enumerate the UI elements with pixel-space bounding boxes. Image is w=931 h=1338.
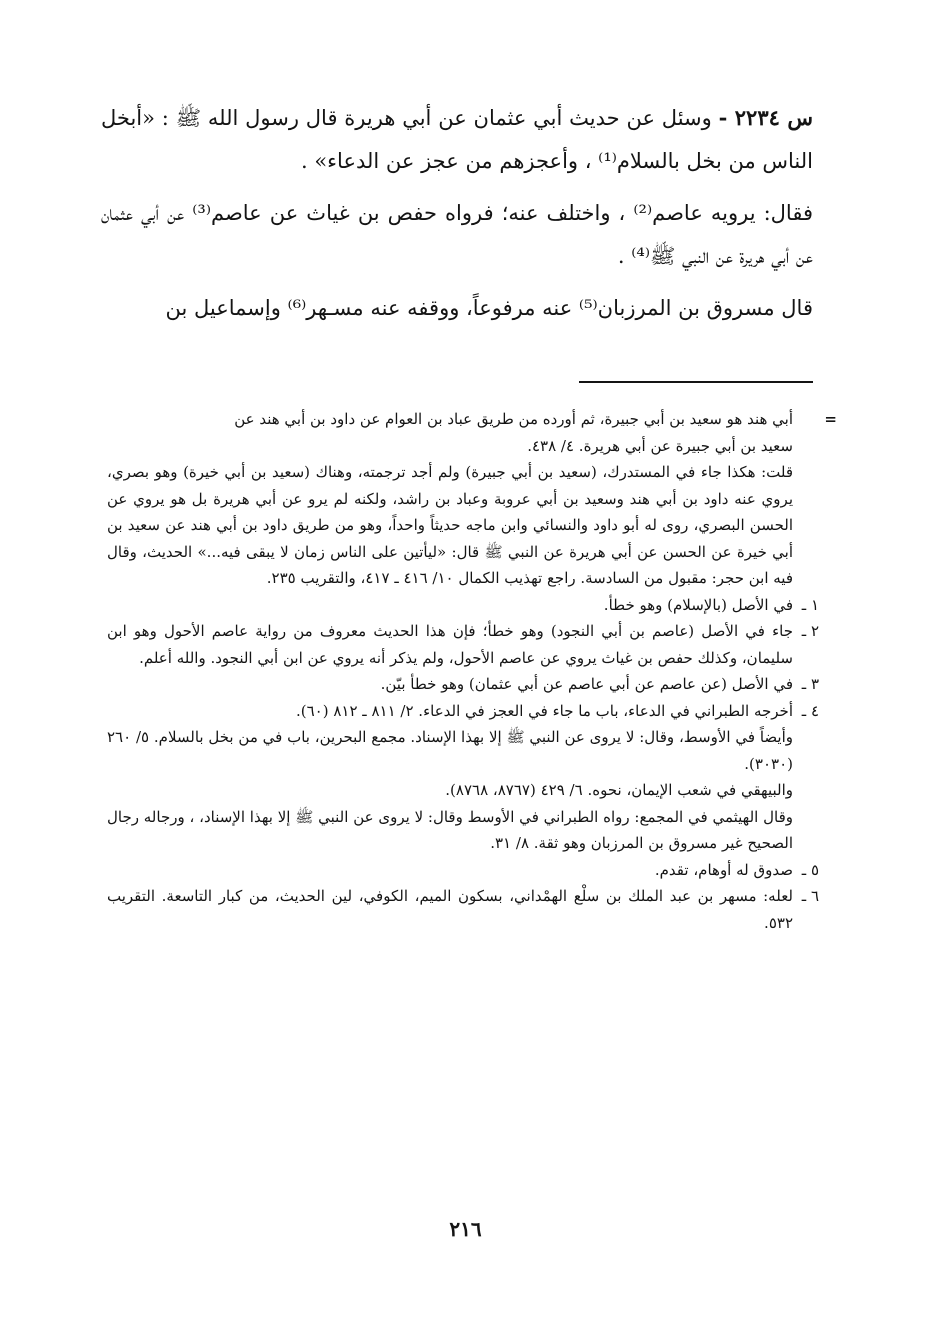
- footnote-number: ٤ ـ: [801, 701, 819, 720]
- question-text: وسئل عن حديث أبي عثمان عن أبي هريرة قال رسول الله ﷺ : «أبخل الناس من بخل بالسلام⁽¹⁾ ، وأعجزهم من عجز عن الدعاء» .: [101, 106, 813, 173]
- footnote-number: ٢ ـ: [801, 622, 819, 640]
- footnote-5: [107, 857, 819, 884]
- footnote-2: [107, 618, 819, 671]
- footnote-1: [107, 592, 819, 619]
- footnote-text: صدوق له أوهام، تقدم.: [654, 860, 793, 879]
- footnote-text: في الأصل (بالإسلام) وهو خطأ.: [603, 595, 793, 614]
- footnote-continuation-line: سعيد بن أبي جبيرة عن أبي هريرة. ٤/ ٤٣٨.: [527, 436, 793, 455]
- footnote-text: أخرجه الطبراني في الدعاء، باب ما جاء في العجز في الدعاء. ٢/ ٨١١ ـ ٨١٢ (٦٠).: [295, 701, 793, 720]
- footnote-continuation-paragraph: قلت: هكذا جاء في المستدرك، (سعيد بن أبي جبيرة) ولم أجد ترجمته، وهناك (سعيد بن أبي خيرة) وهو بصري، يروي عنه داود بن أبي هند وسعيد بن أبي عروبة وعباد بن راشد، ولكنه لم يرو عن أبي هريرة بل هو يروي عن الحسن البصري، روى له أبو داود والنسائي وابن ماجه حديثاً واحداً، وهو من طريق داود بن أبي هند عن سعيد بن أبي خيرة عن الحسن عن أبي هريرة عن النبي ﷺ قال: «ليأتين على الناس زمان لا يبقى فيه...» الحديث، وقال فيه ابن حجر: مقبول من السادسة. راجع تهذيب الكمال ١٠/ ٤١٦ ـ ٤١٧، والتقريب ٢٣٥.: [107, 463, 793, 587]
- footnote-text: والبيهقي في شعب الإيمان، نحوه. ٦/ ٤٢٩ (٨٧٦٧، ٨٧٦٨).: [445, 781, 793, 799]
- footnote-6: [107, 883, 819, 936]
- continuation-mark: =: [824, 410, 837, 428]
- footnote-text: في الأصل (عن عاصم عن أبي عاصم عن أبي عثمان) وهو خطأ بيّن.: [380, 675, 793, 693]
- footnote-text: وقال الهيثمي في المجمع: رواه الطبراني في الأوسط وقال: لا يروى عن النبي ﷺ إلا بهذا الإسناد، ، ورجاله رجال الصحيح غير مسروق بن المرزبان وهو ثقة. ٨/ ٣١.: [107, 807, 793, 852]
- footnote-4: [107, 698, 819, 857]
- question-paragraph: [101, 96, 813, 183]
- footnote-text: لعله: مسهر بن عبد الملك بن سلْع الهمْداني، بسكون الميم، الكوفي، لين الحديث، من كبار التاسعة. التقريب ٥٣٢.: [107, 887, 793, 932]
- footnote-text: وأيضاً في الأوسط، وقال: لا يروى عن النبي ﷺ إلا بهذا الإسناد. مجمع البحرين، باب في من بخل بالسلام. ٥/ ٢٦٠ (٣٠٣٠).: [107, 728, 793, 773]
- footnote-continuation-line: = أبي هند هو سعيد بن أبي جبيرة، ثم أورده من طريق عباد بن العوام عن داود بن أبي هند عن: [107, 406, 819, 433]
- footnote-number: ٦ ـ: [801, 887, 819, 905]
- question-number: س ٢٢٣٤ -: [718, 105, 813, 130]
- footnote-number: ٥ ـ: [801, 860, 819, 879]
- footnotes: [107, 406, 837, 936]
- footnote-number: ١ ـ: [801, 595, 819, 614]
- footnote-3: [107, 671, 819, 698]
- answer-paragraph: فقال: يرويه عاصم⁽²⁾ ، واختلف عنه؛ فرواه حفص بن غياث عن عاصم⁽³⁾ عن أبي عثمان عن أبي هريرة عن النبي ﷺ⁽⁴⁾ .: [101, 201, 813, 268]
- narration-paragraph: قال مسروق بن المرزبان⁽⁵⁾ عنه مرفوعاً، ووقفه عنه مسـهر⁽⁶⁾ وإسماعيل بن: [165, 296, 813, 320]
- footnote-separator: [579, 381, 813, 383]
- main-text: [101, 96, 813, 339]
- footnote-number: ٣ ـ: [801, 675, 819, 693]
- footnote-text: جاء في الأصل (عاصم بن أبي النجود) وهو خطأ؛ فإن هذا الحديث معروف من رواية عاصم الأحول وهو ابن سليمان، وكذلك حفص بن غياث يروي عن عاصم الأحول، ولم يذكر أنه يروي عن ابن أبي النجود. والله أعلم.: [107, 622, 793, 667]
- page-number: ٢١٦: [449, 1217, 482, 1241]
